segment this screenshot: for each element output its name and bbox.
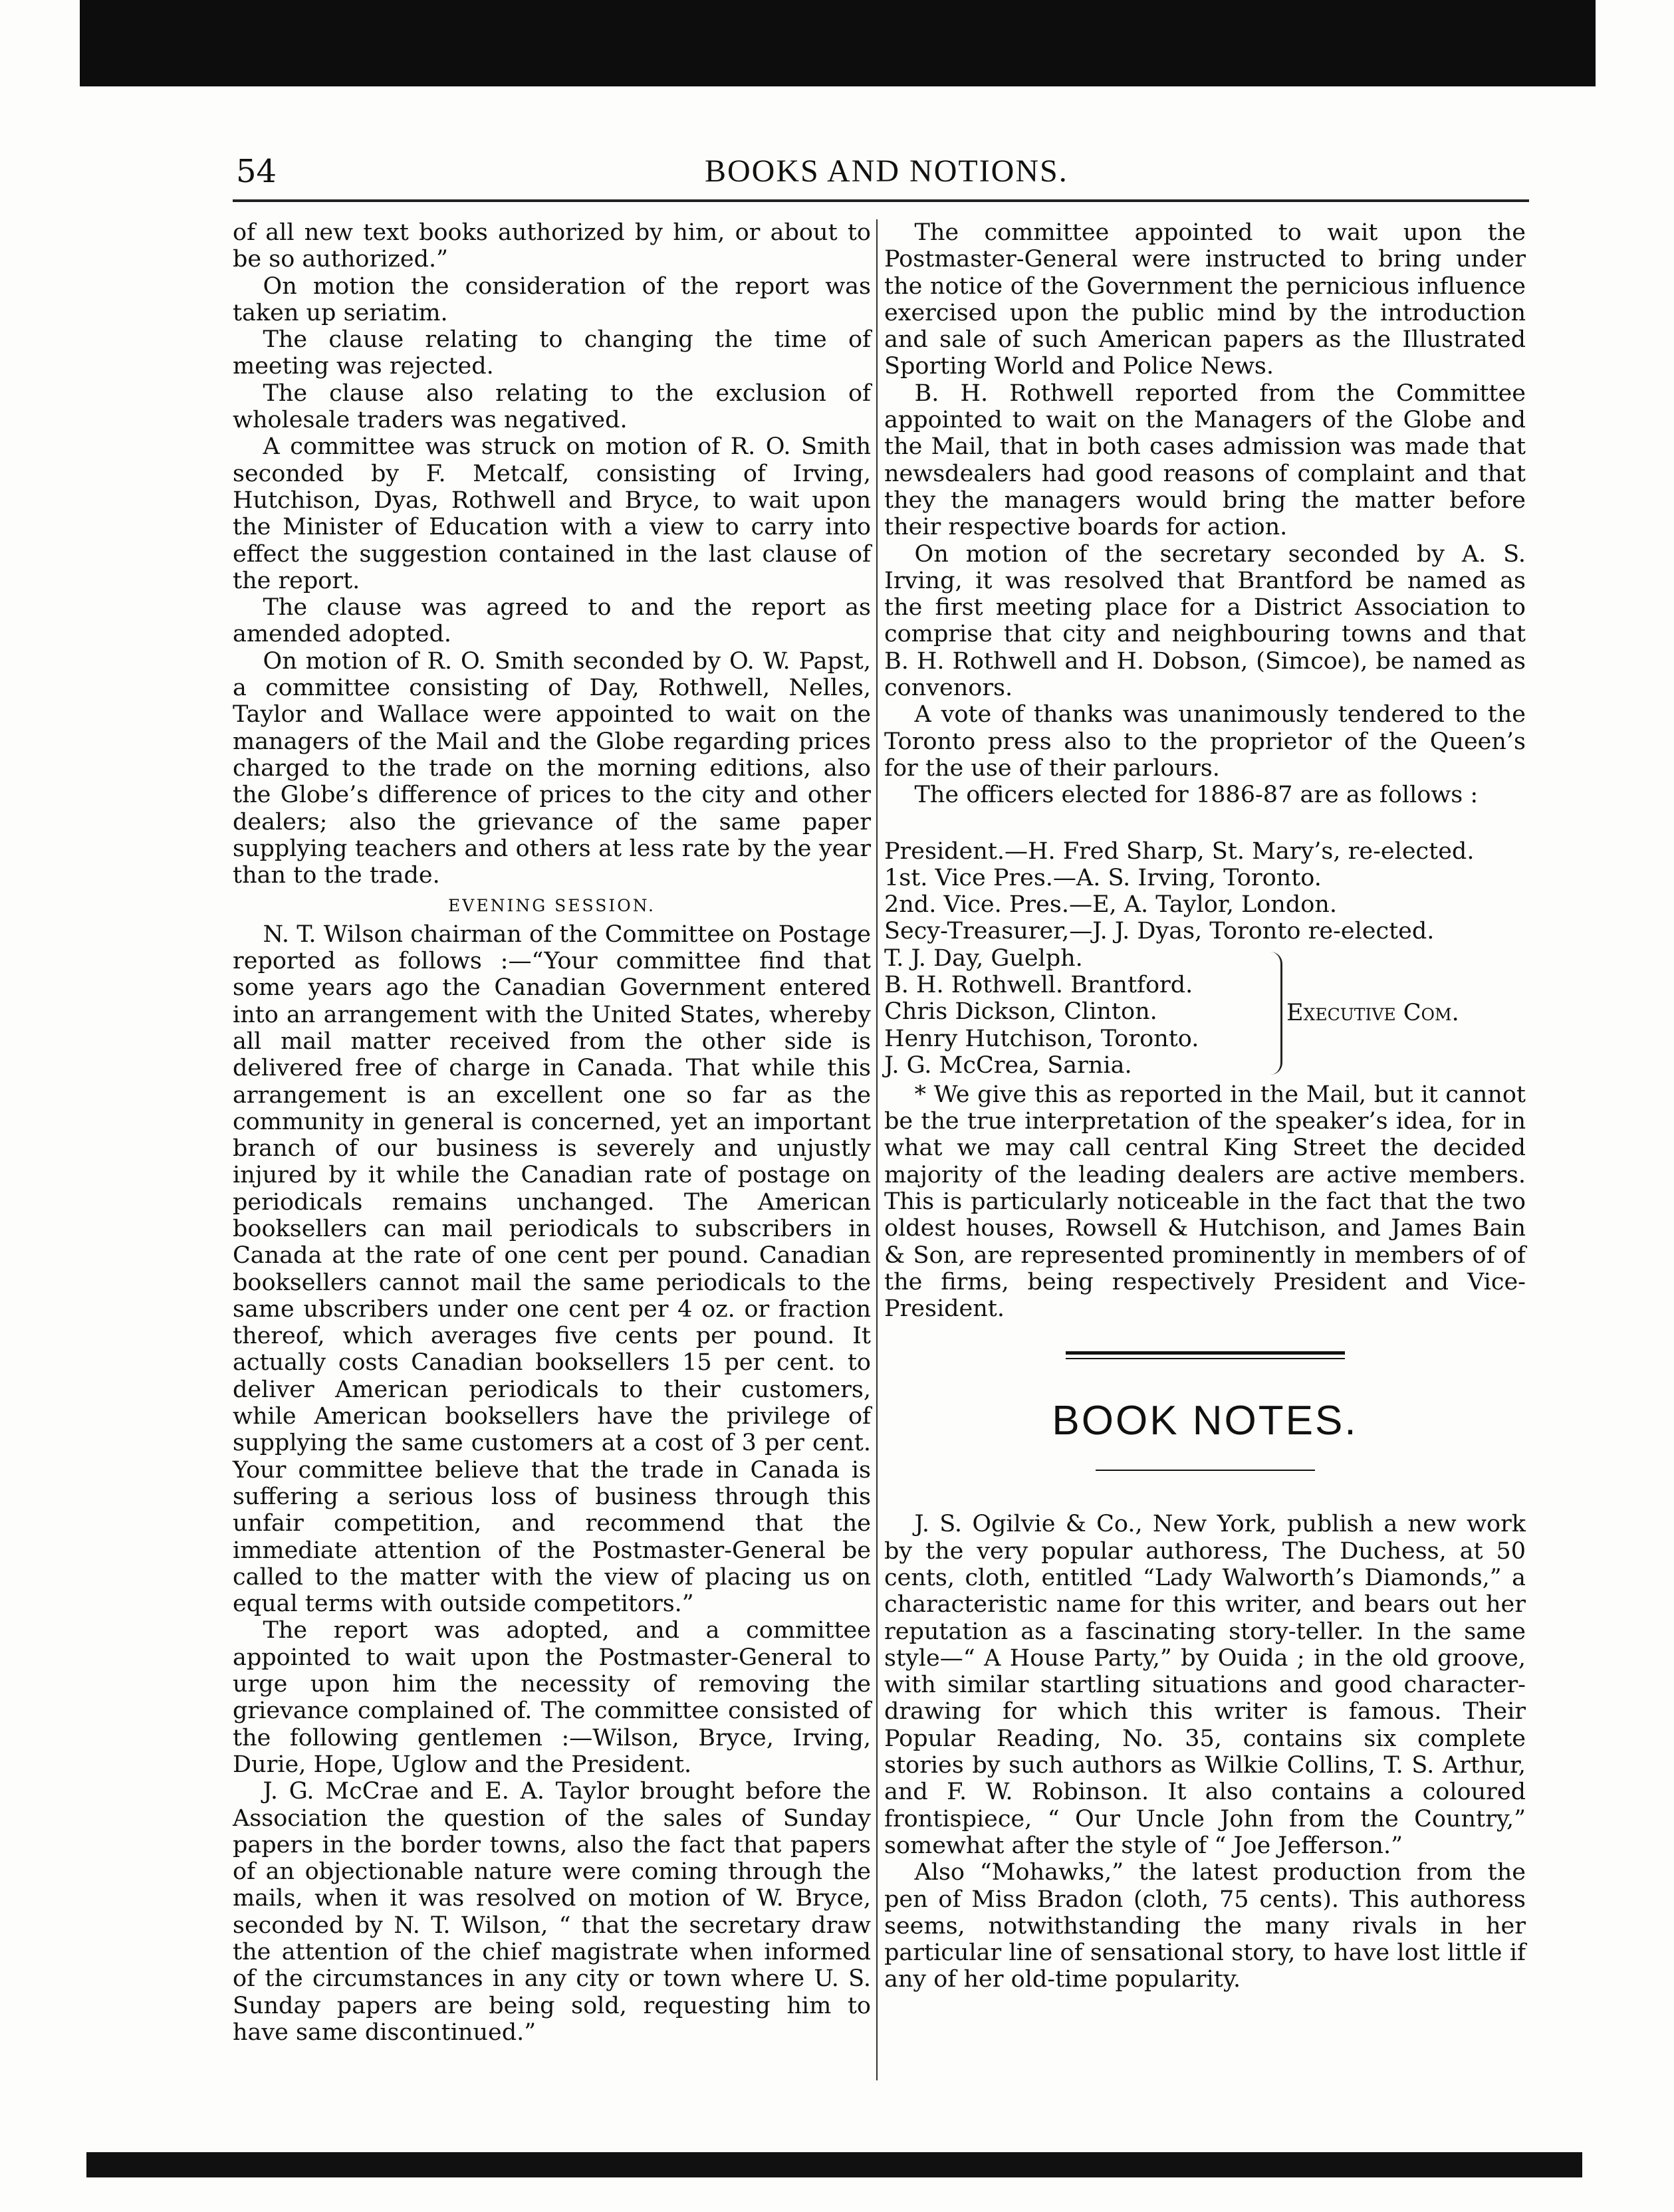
executive-member: B. H. Rothwell. Brantford. [884,972,1193,999]
executive-committee [884,945,1526,1081]
paragraph: B. H. Rothwell reported from the Committee appointed to wait on the Managers of the Globe and the Mail, that in both cases admission was made that newsdealers had good reasons of complaint and that they the managers would bring the matter before their respective boards for action. [884,380,1526,541]
footnote: * We give this as reported in the Mail, but it cannot be the true interpretation of the speaker’s idea, for in what we may call central King Street the decided majority of the leading dealers are active members. This is particularly noticeable in the fact that the two oldest houses, Rowsell & Hutchison, and James Bain & Son, are represented prominently in members of of the firms, being respectively President and Vice-President. [884,1081,1526,1323]
column-divider [876,219,878,2080]
paragraph: The clause was agreed to and the report as amended adopted. [233,594,871,648]
session-heading: EVENING SESSION. [448,896,656,916]
paragraph: The clause also relating to the exclusion of wholesale traders was negatived. [233,380,871,434]
paragraph: The clause relating to changing the time of meeting was rejected. [233,326,871,380]
paragraph: J. G. McCrae and E. A. Taylor brought before the Association the question of the sales of Sunday papers in the border towns, also the fact that papers of an objectionable nature were coming through the mails, when it was resolved on motion of W. Bryce, seconded by N. T. Wilson, “ that the secretary draw the attention of the chief magistrate when informed of the circumstances in any city or town where U. S. Sunday papers are being sold, requesting him to have same discontinued.” [233,1778,871,2046]
paragraph: The officers elected for 1886-87 are as follows : [914,782,1479,809]
paragraph: J. S. Ogilvie & Co., New York, publish a new work by the very popular authoress, The Duchess, at 50 cents, cloth, entitled “Lady Walworth’s Diamonds,” a characteristic name for this writer, and bears out her reputation as a fascinating story-teller. In the same style—“ A House Party,” by Ouida ; in the old groove, with similar startling situations and good character-drawing for which this writer is famous. Their Popular Reading, No. 35, contains six complete stories by such authors as Wilkie Collins, T. S. Arthur, and F. W. Robinson. It also contains a coloured frontispiece, “ Our Uncle John from the Country,” somewhat after the style of “ Joe Jefferson.” [884,1511,1526,1859]
section-short-rule [1096,1470,1315,1471]
paragraph: A vote of thanks was unanimously tendered to the Toronto press also to the proprietor of the Queen’s for the use of their parlours. [884,701,1526,782]
paragraph: The committee appointed to wait upon the Postmaster-General were instructed to bring under the notice of the Government the pernicious influence exercised upon the public mind by the introduction and sale of such American papers as the Illustrated Sporting World and Police News. [884,219,1526,380]
brace-icon [1270,952,1282,1075]
executive-member: Henry Hutchison, Toronto. [884,1025,1199,1052]
officers-list [884,838,1526,945]
executive-member: J. G. McCrea, Sarnia. [884,1051,1132,1079]
officer-entry: Secy-Treasurer,—J. J. Dyas, Toronto re-elected. [884,918,1435,945]
running-head: BOOKS AND NOTIONS. [705,154,1068,189]
paragraph: The report was adopted, and a committee appointed to wait upon the Postmaster-General to urge upon him the necessity of removing the grievance complained of. The committee consisted of the following gentlemen :—Wilson, Bryce, Irving, Durie, Hope, Uglow and the President. [233,1617,871,1778]
executive-member: T. J. Day, Guelph. [884,944,1083,972]
executive-names [884,945,1199,1079]
header-rule [233,199,1529,202]
paragraph: of all new text books authorized by him, or about to be so authorized.” [233,219,871,273]
page-number: 54 [236,153,277,190]
paragraph: Also “Mohawks,” the latest production from the pen of Miss Bradon (cloth, 75 cents). This authoress seems, notwithstanding the many rivals in her particular line of sensational story, to have lost little if any of her old-time popularity. [884,1859,1526,1993]
officer-entry: 2nd. Vice. Pres.—E, A. Taylor, London. [884,891,1337,919]
scan-border-bottom [86,2152,1582,2177]
paragraph: On motion the consideration of the report was taken up seriatim. [233,273,871,326]
scan-border-top [80,0,1596,86]
right-column [884,219,1526,1993]
paragraph: A committee was struck on motion of R. O. Smith seconded by F. Metcalf, consisting of Irving, Hutchison, Dyas, Rothwell and Bryce, to wait upon the Minister of Education with a view to carry into effect the suggestion contained in the last clause of the report. [233,433,871,594]
paragraph: On motion of the secretary seconded by A. S. Irving, it was resolved that Brantford be named as the first meeting place for a District Association to comprise that city and neighbouring towns and that B. H. Rothwell and H. Dobson, (Simcoe), be named as convenors. [884,540,1526,702]
paragraph: N. T. Wilson chairman of the Committee on Postage reported as follows :—“Your committee find that some years ago the Canadian Government entered into an arrangement with the United States, whereby all mail matter received from the other side is delivered free of charge in Canada. That while this arrangement is an excellent one so far as the community in general is concerned, yet an important branch of our business is severely and unjustly injured by it while the Canadian rate of postage on periodicals remains unchanged. The American booksellers can mail periodicals to subscribers in Canada at the rate of one cent per pound. Canadian booksellers cannot mail the same periodicals to the same ubscribers under one cent per 4 oz. or fraction thereof, which averages five cents per pound. It actually costs Canadian booksellers 15 per cent. to deliver American periodicals to their customers, while American booksellers have the privilege of supplying the same customers at a cost of 3 per cent. Your committee believe that the trade in Canada is suffering a serious loss of business through this unfair competition, and recommend that the immediate attention of the Postmaster-General be called to the matter with the view of placing us on equal terms with outside competitors.” [233,921,871,1618]
executive-member: Chris Dickson, Clinton. [884,998,1157,1026]
executive-label: Executive Com. [1286,999,1459,1026]
officer-entry: 1st. Vice Pres.—A. S. Irving, Toronto. [884,864,1322,891]
section-double-rule [1066,1351,1345,1359]
left-column [233,219,871,2046]
officer-entry: President.—H. Fred Sharp, St. Mary’s, re-elected. [884,837,1475,865]
paragraph: On motion of R. O. Smith seconded by O. W. Papst, a committee consisting of Day, Rothwell, Nelles, Taylor and Wallace were appointed to wait on the managers of the Mail and the Globe regarding prices charged to the trade on the morning editions, also the Globe’s difference of prices to the city and other dealers; also the grievance of the same paper supplying teachers and others at less rate by the year than to the trade. [233,647,871,889]
section-title: BOOK NOTES. [1052,1398,1358,1444]
